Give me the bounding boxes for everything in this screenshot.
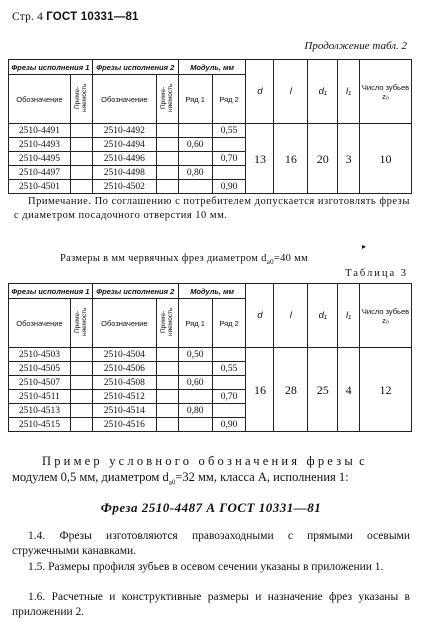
- cell-des2: 2510-4508: [92, 376, 156, 390]
- cell-row2: [212, 138, 246, 152]
- header-row2: Ряд 2: [212, 299, 246, 348]
- cell-des1: 2510-4491: [9, 124, 71, 138]
- page-number: Стр. 4: [12, 11, 44, 23]
- cell-row1: [178, 390, 212, 404]
- header-l: l: [274, 284, 308, 348]
- cell-row1: 0,60: [178, 376, 212, 390]
- cell-d: 13: [246, 124, 274, 194]
- cell-l: 16: [274, 124, 308, 194]
- header-teeth: Число зубьев z₀: [360, 284, 412, 348]
- cell-row2: 0,70: [212, 390, 246, 404]
- cell-row2: [212, 348, 246, 362]
- header-applicability: Приме-няемость: [74, 307, 89, 337]
- header-d1: d₁: [308, 60, 338, 124]
- paragraph-1-5: 1.5. Размеры профиля зубьев в осевом сечении указаны в приложении 1.: [28, 561, 384, 573]
- cell-des2: 2510-4512: [92, 390, 156, 404]
- header-designation: Обозначение: [92, 75, 156, 124]
- cell-row2: 0,90: [212, 418, 246, 432]
- cell-des1: 2510-4497: [9, 166, 71, 180]
- header-exec1: Фрезы исполнения 1: [9, 60, 93, 75]
- table-continuation: Продолжение табл. 2: [304, 40, 407, 52]
- cell-l1: 3: [338, 124, 360, 194]
- cell-des2: 2510-4516: [92, 418, 156, 432]
- cell-row1: 0,60: [178, 138, 212, 152]
- cell-row1: [178, 152, 212, 166]
- header-module: Модуль, мм: [178, 60, 246, 75]
- designation-line: Фреза 2510-4487 А ГОСТ 10331—81: [100, 500, 322, 515]
- cell-l1: 4: [338, 348, 360, 432]
- cell-row2: [212, 166, 246, 180]
- cell-des2: 2510-4492: [92, 124, 156, 138]
- designation-example: Пример условного обозначения фрезы с модулем 0,5 мм, диаметром $d_{a0}=32$ мм, класса А, исполнения 1:: [12, 454, 365, 487]
- header-exec1: Фрезы исполнения 1: [9, 284, 93, 299]
- cell-row1: [178, 418, 212, 432]
- header-applicability: Приме-няемость: [160, 83, 175, 113]
- cell-d1: 20: [308, 124, 338, 194]
- cell-row1: [178, 362, 212, 376]
- header-designation: Обозначение: [9, 75, 71, 124]
- cell-des2: 2510-4496: [92, 152, 156, 166]
- header-d: d: [246, 284, 274, 348]
- cell-row1: 0,50: [178, 348, 212, 362]
- margin-mark: ▸: [362, 242, 367, 251]
- cell-des1: 2510-4513: [9, 404, 71, 418]
- cell-teeth: 10: [360, 124, 412, 194]
- header-d1: d₁: [308, 284, 338, 348]
- header-designation: Обозначение: [9, 299, 71, 348]
- header-row1: Ряд 1: [178, 75, 212, 124]
- cell-row1: [178, 124, 212, 138]
- header-exec2: Фрезы исполнения 2: [92, 60, 178, 75]
- cell-des1: 2510-4501: [9, 180, 71, 194]
- header-d: d: [246, 60, 274, 124]
- header-row1: Ряд 1: [178, 299, 212, 348]
- table-2-continued: [8, 59, 412, 194]
- cell-des2: 2510-4514: [92, 404, 156, 418]
- cell-des1: 2510-4493: [9, 138, 71, 152]
- cell-row2: 0,70: [212, 152, 246, 166]
- cell-teeth: 12: [360, 348, 412, 432]
- paragraph-1-4: 1.4. Фрезы изготовляются правозаходными с прямыми осевыми стружечными канавками.: [12, 530, 410, 557]
- cell-des2: 2510-4494: [92, 138, 156, 152]
- cell-row1: 0,80: [178, 166, 212, 180]
- header-l1: l₁: [338, 60, 360, 124]
- header-applicability: Приме-няемость: [74, 83, 89, 113]
- cell-des2: 2510-4506: [92, 362, 156, 376]
- cell-row2: [212, 404, 246, 418]
- table-3-title: Таблица 3: [345, 268, 408, 279]
- cell-des1: 2510-4515: [9, 418, 71, 432]
- header-l: l: [274, 60, 308, 124]
- cell-des1: 2510-4495: [9, 152, 71, 166]
- table-note: Примечание. По соглашению с потребителем допускается изготовлять фрезы с диаметром посадочного отверстия 10 мм.: [14, 196, 410, 221]
- cell-row2: [212, 376, 246, 390]
- cell-des2: 2510-4498: [92, 166, 156, 180]
- header-row2: Ряд 2: [212, 75, 246, 124]
- header-applicability: Приме-няемость: [160, 307, 175, 337]
- table-3: [8, 283, 412, 432]
- cell-des1: 2510-4505: [9, 362, 71, 376]
- cell-row1: 0,80: [178, 404, 212, 418]
- cell-d1: 25: [308, 348, 338, 432]
- cell-row1: [178, 180, 212, 194]
- cell-l: 28: [274, 348, 308, 432]
- cell-des2: 2510-4504: [92, 348, 156, 362]
- cell-des1: 2510-4511: [9, 390, 71, 404]
- header-module: Модуль, мм: [178, 284, 246, 299]
- cell-des1: 2510-4507: [9, 376, 71, 390]
- header-l1: l₁: [338, 284, 360, 348]
- cell-des1: 2510-4503: [9, 348, 71, 362]
- cell-row2: 0,90: [212, 180, 246, 194]
- header-exec2: Фрезы исполнения 2: [92, 284, 178, 299]
- standard-id: ГОСТ 10331—81: [46, 11, 139, 23]
- cell-row2: 0,55: [212, 362, 246, 376]
- cell-row2: 0,55: [212, 124, 246, 138]
- cell-des2: 2510-4502: [92, 180, 156, 194]
- header-teeth: Число зубьев z₀: [360, 60, 412, 124]
- header-designation: Обозначение: [92, 299, 156, 348]
- cell-d: 16: [246, 348, 274, 432]
- paragraph-1-6: 1.6. Расчетные и конструктивные размеры и назначение фрез указаны в приложении 2.: [12, 591, 410, 618]
- page-header: [12, 11, 139, 23]
- sizes-caption: Размеры в мм червячных фрез диаметром $d_{a0}=40$ мм: [60, 253, 309, 267]
